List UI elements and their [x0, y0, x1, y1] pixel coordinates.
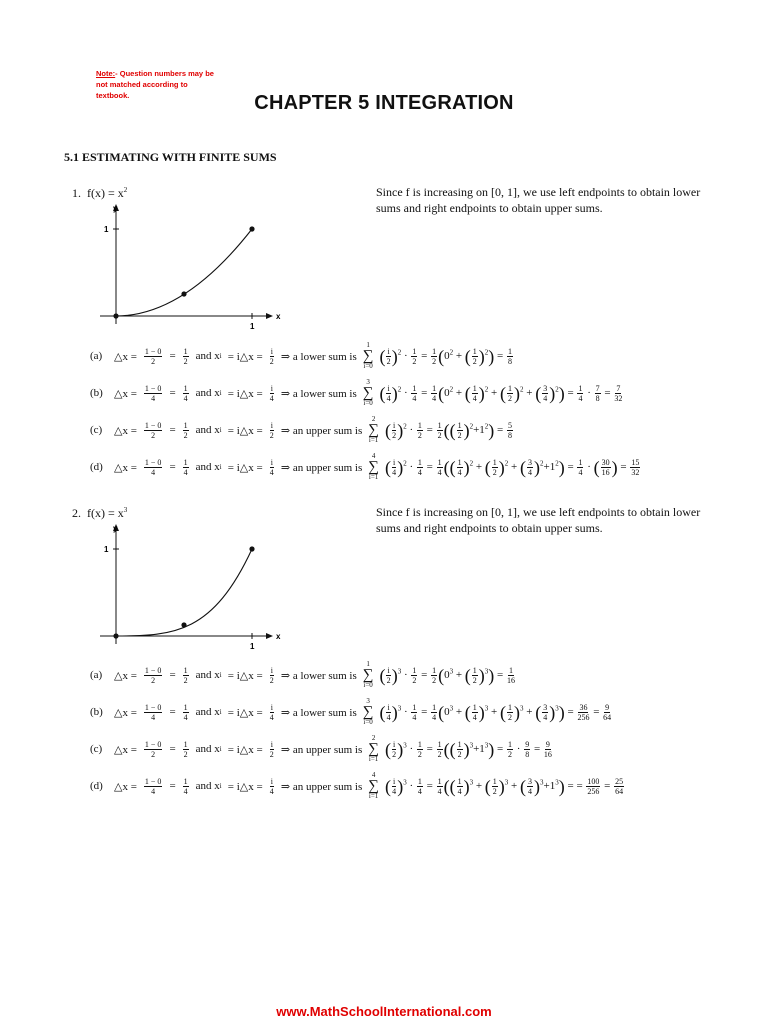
- problem-2-part-c: (c) △x = $\frac{1 - 0}{2}$ = $\frac{1}{2}$ and x i = i△x = $\frac{i}{2}$ ⇒ an upper sum is 2 ∑ i=1 ( $\frac{i}{2}$ )$^3$ · $\frac{1}{2}$ = $\frac{1}{2}$ (( $\frac{1}{2}$ )$^3+1^3$) = $\frac{1}{2}$ · $\frac{9}{8}$ = $\frac{9}{16}$: [90, 734, 552, 763]
- problem-number: 1.: [72, 186, 81, 200]
- y-tick-label: 1: [104, 225, 109, 234]
- point-origin: [113, 313, 118, 318]
- problem-1-graph: [95, 198, 295, 338]
- chapter-title: CHAPTER 5 INTEGRATION: [254, 92, 514, 114]
- point-mid: [181, 291, 186, 296]
- problem-exponent: 2: [123, 186, 128, 194]
- x-axis-arrow-icon: [266, 313, 273, 319]
- note-text: - Question numbers may be not matched according to textbook.: [96, 69, 214, 100]
- problem-2-part-a: (a) △x = $\frac{1 - 0}{2}$ = $\frac{1}{2}$ and x i = i△x = $\frac{i}{2}$ ⇒ a lower sum is 1 ∑ i=0 ( $\frac{i}{2}$ )$^3$ · $\frac{1}{2}$ = $\frac{1}{2}$ ($0^3$ + ( $\frac{1}{2}$ )$^3$) = $\frac{1}{16}$: [90, 660, 516, 689]
- section-title: 5.1 ESTIMATING WITH FINITE SUMS: [64, 150, 277, 164]
- part-label: (b): [90, 387, 103, 399]
- point-mid: [181, 622, 186, 627]
- point-end: [249, 226, 254, 231]
- y-axis-label: y: [113, 524, 118, 533]
- point-end: [249, 546, 254, 551]
- problem-1-part-c: (c) △x = $\frac{1 - 0}{2}$ = $\frac{1}{2}$ and x i = i△x = $\frac{i}{2}$ ⇒ an upper sum is 2 ∑ i=1 ( $\frac{i}{2}$ )$^2$ · $\frac{1}{2}$ = $\frac{1}{2}$ (( $\frac{1}{2}$ )$^2+1^2$) = $\frac{5}{8}$: [90, 415, 513, 444]
- point-origin: [113, 633, 118, 638]
- problem-function: f(x) = x: [87, 506, 124, 520]
- x-tick-label: 1: [250, 642, 255, 651]
- part-label: (d): [90, 461, 103, 473]
- y-tick-label: 1: [104, 545, 109, 554]
- problem-1-part-d: (d) △x = $\frac{1 - 0}{4}$ = $\frac{1}{4}$ and x i = i△x = $\frac{i}{4}$ ⇒ an upper sum is 4 ∑ i=1 ( $\frac{i}{4}$ )$^2$ · $\frac{1}{4}$ = $\frac{1}{4}$ (( $\frac{1}{4}$ )$^2$ + ( $\frac{1}{2}$ )$^2$ + ( $\frac{3}{4}$ )$^2+1^2$) = $\frac{1}{4}$ · ( $\frac{30}{16}$ ) = $\frac{15}{32}$: [90, 452, 640, 481]
- part-label: (b): [90, 706, 103, 718]
- problem-number: 2.: [72, 506, 81, 520]
- problem-2-part-b: (b) △x = $\frac{1 - 0}{4}$ = $\frac{1}{4}$ and x i = i△x = $\frac{i}{4}$ ⇒ a lower sum is 3 ∑ i=0 ( $\frac{i}{4}$ )$^3$ · $\frac{1}{4}$ = $\frac{1}{4}$ ($0^3$ + ( $\frac{1}{4}$ )$^3$ + ( $\frac{1}{2}$ )$^3$ + ( $\frac{3}{4}$ )$^3$) = $\frac{36}{256}$ = $\frac{9}{64}$: [90, 697, 612, 726]
- part-label: (a): [90, 350, 103, 362]
- x-axis-label: x: [276, 312, 281, 321]
- part-label: (c): [90, 424, 103, 436]
- part-label: (d): [90, 780, 103, 792]
- part-label: (c): [90, 743, 103, 755]
- part-label: (a): [90, 669, 103, 681]
- problem-1-explanation: Since f is increasing on [0, 1], we use left endpoints to obtain lower sums and right endpoints to obtain upper sums.: [376, 185, 701, 215]
- problem-1-part-b: (b) △x = $\frac{1 - 0}{4}$ = $\frac{1}{4}$ and x i = i△x = $\frac{i}{4}$ ⇒ a lower sum is 3 ∑ i=0 ( $\frac{i}{4}$ )$^2$ · $\frac{1}{4}$ = $\frac{1}{4}$ ($0^2$ + ( $\frac{1}{4}$ )$^2$ + ( $\frac{1}{2}$ )$^2$ + ( $\frac{3}{4}$ )$^2$) = $\frac{1}{4}$ · $\frac{7}{8}$ = $\frac{7}{32}$: [90, 378, 623, 407]
- problem-2-graph: [95, 518, 295, 658]
- problem-2-explanation: Since f is increasing on [0, 1], we use left endpoints to obtain lower sums and right endpoints to obtain upper sums.: [376, 505, 701, 535]
- note-label: Note:: [96, 69, 116, 78]
- x-tick-label: 1: [250, 322, 255, 331]
- x-axis-arrow-icon: [266, 633, 273, 639]
- problem-2-part-d: (d) △x = $\frac{1 - 0}{4}$ = $\frac{1}{4}$ and x i = i△x = $\frac{i}{4}$ ⇒ an upper sum is 4 ∑ i=1 ( $\frac{i}{4}$ )$^3$ · $\frac{1}{4}$ = $\frac{1}{4}$ (( $\frac{1}{4}$ )$^3$ + ( $\frac{1}{2}$ )$^3$ + ( $\frac{3}{4}$ )$^3+1^3$) = = $\frac{100}{256}$ = $\frac{25}{64}$: [90, 771, 624, 800]
- function-curve: [116, 229, 252, 316]
- x-axis-label: x: [276, 632, 281, 641]
- problem-exponent: 3: [123, 506, 128, 514]
- footer-website-link[interactable]: www.MathSchoolInternational.com: [276, 1004, 492, 1019]
- problem-1-part-a: (a) △x = $\frac{1 - 0}{2}$ = $\frac{1}{2}$ and x i = i△x = $\frac{i}{2}$ ⇒ a lower sum is 1 ∑ i=0 ( $\frac{i}{2}$ )$^2$ · $\frac{1}{2}$ = $\frac{1}{2}$ ($0^2$ + ( $\frac{1}{2}$ )$^2$) = $\frac{1}{8}$: [90, 341, 513, 370]
- y-axis-label: y: [113, 204, 118, 213]
- problem-function: f(x) = x: [87, 186, 124, 200]
